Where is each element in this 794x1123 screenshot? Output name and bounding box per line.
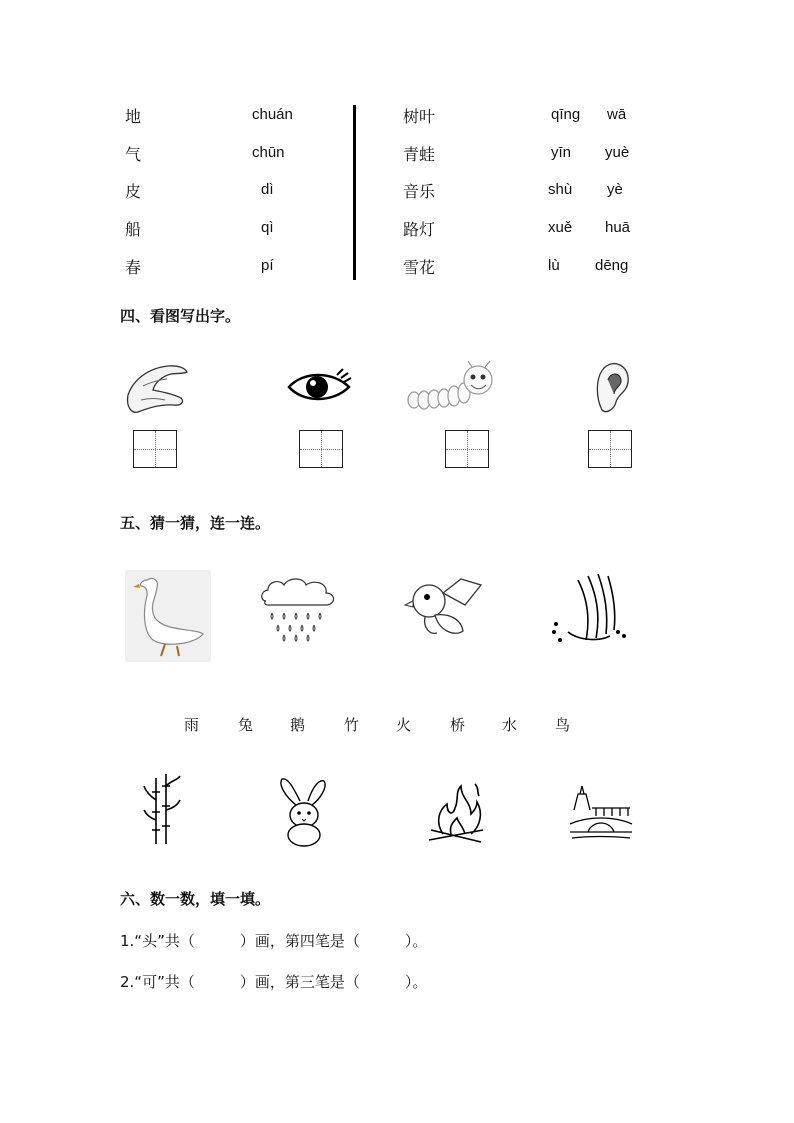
right-pinyin: qīng	[551, 106, 581, 123]
left-char: 皮	[125, 182, 142, 201]
left-pinyin: chuán	[252, 106, 293, 123]
ear-icon	[592, 360, 632, 415]
right-word: 树叶	[403, 107, 436, 126]
left-pinyin: dì	[261, 181, 274, 198]
right-pinyin: yè	[607, 181, 623, 198]
rain-cloud-icon	[258, 575, 338, 645]
column-divider	[353, 105, 356, 280]
hand-icon	[123, 360, 193, 420]
right-pinyin: xuě	[548, 219, 573, 236]
rabbit-icon	[272, 775, 336, 847]
question-2[interactable]: 2.“可”共（ ）画，第三笔是（ ）。	[120, 973, 428, 991]
word-option[interactable]: 兔	[238, 716, 254, 734]
left-pinyin: chūn	[252, 144, 285, 161]
right-pinyin: shù	[548, 181, 573, 198]
eye-icon	[285, 365, 355, 410]
fire-icon	[425, 778, 487, 846]
section6-title: 六、数一数，填一填。	[120, 890, 271, 908]
writing-box[interactable]	[299, 430, 343, 468]
word-option[interactable]: 桥	[450, 716, 466, 734]
right-pinyin: dēng	[595, 257, 629, 274]
water-icon	[548, 570, 630, 652]
worm-icon	[406, 360, 501, 412]
question-1[interactable]: 1.“头”共（ ）画，第四笔是（ ）。	[120, 932, 428, 950]
word-option[interactable]: 竹	[344, 716, 360, 734]
right-pinyin: yuè	[605, 144, 630, 161]
goose-icon	[125, 570, 211, 662]
left-char: 气	[125, 145, 142, 164]
right-word: 雪花	[403, 258, 436, 277]
left-char: 地	[125, 107, 142, 126]
section4-title: 四、看图写出字。	[120, 307, 241, 325]
left-pinyin: pí	[261, 257, 274, 274]
right-pinyin: lù	[548, 257, 560, 274]
writing-box[interactable]	[445, 430, 489, 468]
right-pinyin: yīn	[551, 144, 572, 161]
left-char: 船	[125, 220, 142, 239]
bamboo-icon	[142, 770, 182, 846]
left-char: 春	[125, 258, 142, 277]
left-pinyin: qì	[261, 219, 274, 236]
word-option[interactable]: 鹅	[290, 716, 306, 734]
right-pinyin: huā	[605, 219, 631, 236]
word-option[interactable]: 雨	[184, 716, 200, 734]
right-word: 路灯	[403, 220, 436, 239]
word-option[interactable]: 鸟	[555, 716, 571, 734]
word-option[interactable]: 水	[502, 716, 518, 734]
right-pinyin: wā	[607, 106, 627, 123]
section5-title: 五、猜一猜，连一连。	[120, 514, 271, 532]
right-word: 音乐	[403, 182, 436, 201]
bridge-icon	[568, 780, 634, 842]
writing-box[interactable]	[133, 430, 177, 468]
right-word: 青蛙	[403, 145, 436, 164]
word-option[interactable]: 火	[396, 716, 412, 734]
bird-icon	[403, 575, 485, 641]
writing-box[interactable]	[588, 430, 632, 468]
